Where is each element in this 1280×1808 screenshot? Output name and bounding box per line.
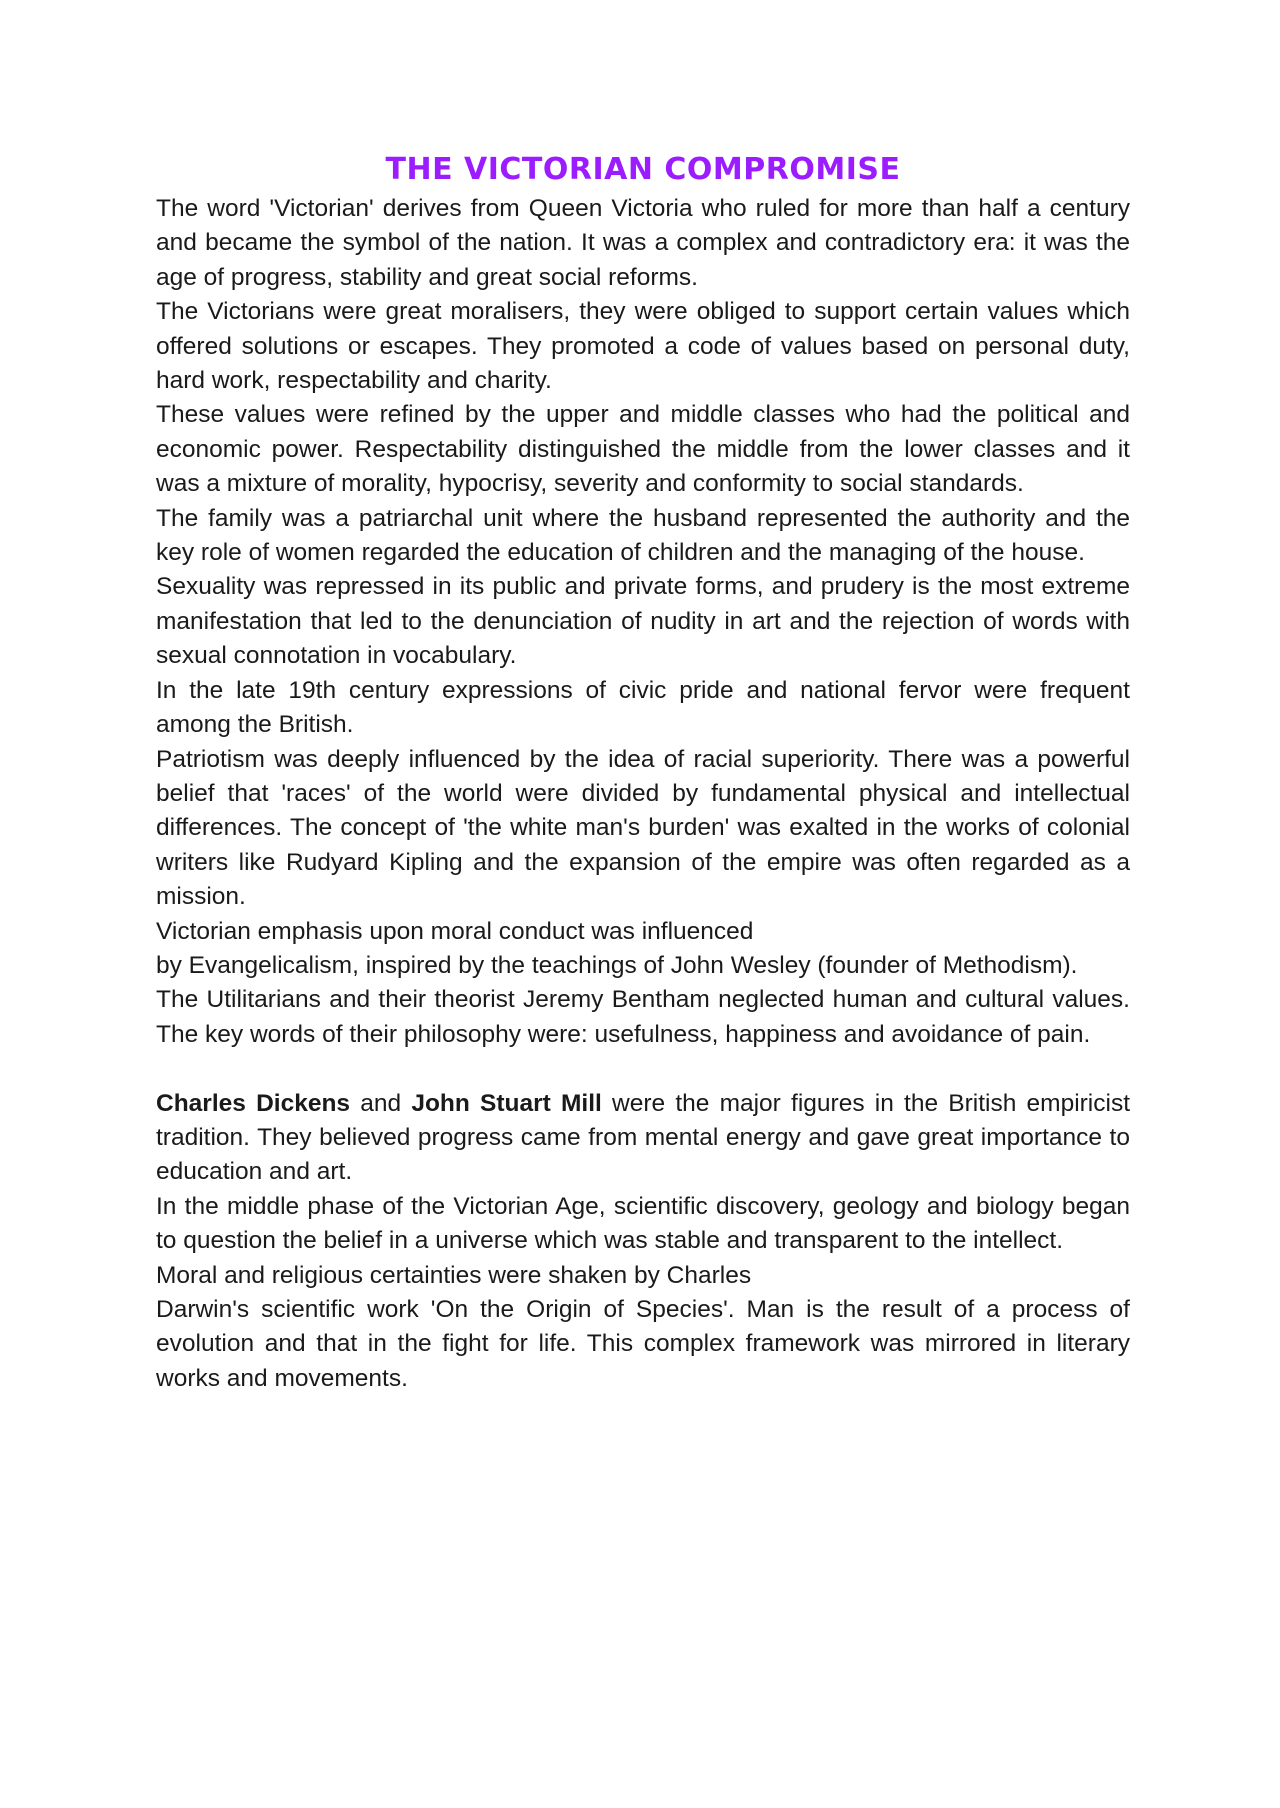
name-john-stuart-mill: John Stuart Mill	[411, 1089, 602, 1117]
paragraph-dickens-mill	[156, 1087, 1130, 1190]
paragraph-family: The family was a patriarchal unit where the husband represented the authority and the key role of women regarded the education of children and the managing of the house.	[156, 504, 1130, 567]
paragraph-gap	[156, 1052, 1130, 1086]
paragraph-civic-pride: In the late 19th century expressions of civic pride and national fervor were frequent among the British.	[156, 676, 1130, 739]
paragraph-evangelicalism: by Evangelicalism, inspired by the teachings of John Wesley (founder of Methodism).	[156, 951, 1078, 979]
paragraph-scientific-discovery: In the middle phase of the Victorian Age, scientific discovery, geology and biology began to question the belief in a universe which was stable and transparent to the intellect.	[156, 1192, 1130, 1255]
document-page	[156, 150, 1130, 1396]
connector-text: and	[350, 1089, 412, 1117]
paragraph-certainties: Moral and religious certainties were shaken by Charles	[156, 1261, 752, 1289]
paragraph-moral-conduct: Victorian emphasis upon moral conduct was influenced	[156, 917, 754, 945]
paragraph-moralisers: The Victorians were great moralisers, they were obliged to support certain values which offered solutions or escapes. They promoted a code of values based on personal duty, hard work, respectability and charity.	[156, 298, 1130, 395]
paragraph-values-classes: These values were refined by the upper and middle classes who had the political and economic power. Respectability distinguished the middle from the lower classes and it was a mixture of morality, hypocrisy, severity and conformity to social standards.	[156, 401, 1130, 498]
paragraph-dickens-mill-rest: were the major figures in the British empiricist tradition. They believed progress came from mental energy and gave great importance to education and art.	[156, 1089, 1130, 1186]
paragraph-darwin: Darwin's scientific work 'On the Origin of Species'. Man is the result of a process of evolution and that in the fight for life. This complex framework was mirrored in literary works and movements.	[156, 1295, 1130, 1392]
paragraph-utilitarians: The Utilitarians and their theorist Jeremy Bentham neglected human and cultural values. The key words of their philosophy were: usefulness, happiness and avoidance of pain.	[156, 986, 1130, 1048]
name-charles-dickens: Charles Dickens	[156, 1089, 351, 1117]
page-title: THE VICTORIAN COMPROMISE	[385, 152, 901, 187]
paragraph-victorian-origin: The word 'Victorian' derives from Queen Victoria who ruled for more than half a century and became the symbol of the nation. It was a complex and contradictory era: it was the age of progress, stability and great social reforms.	[156, 195, 1130, 291]
paragraph-patriotism: Patriotism was deeply influenced by the idea of racial superiority. There was a powerful belief that 'races' of the world were divided by fundamental physical and intellectual differences. The concept of 'the white man's burden' was exalted in the works of colonial writers like Rudyard Kipling and the expansion of the empire was often regarded as a mission.	[156, 745, 1130, 911]
paragraph-sexuality: Sexuality was repressed in its public and private forms, and prudery is the most extreme manifestation that led to the denunciation of nudity in art and the rejection of words with sexual connotation in vocabulary.	[156, 573, 1130, 670]
